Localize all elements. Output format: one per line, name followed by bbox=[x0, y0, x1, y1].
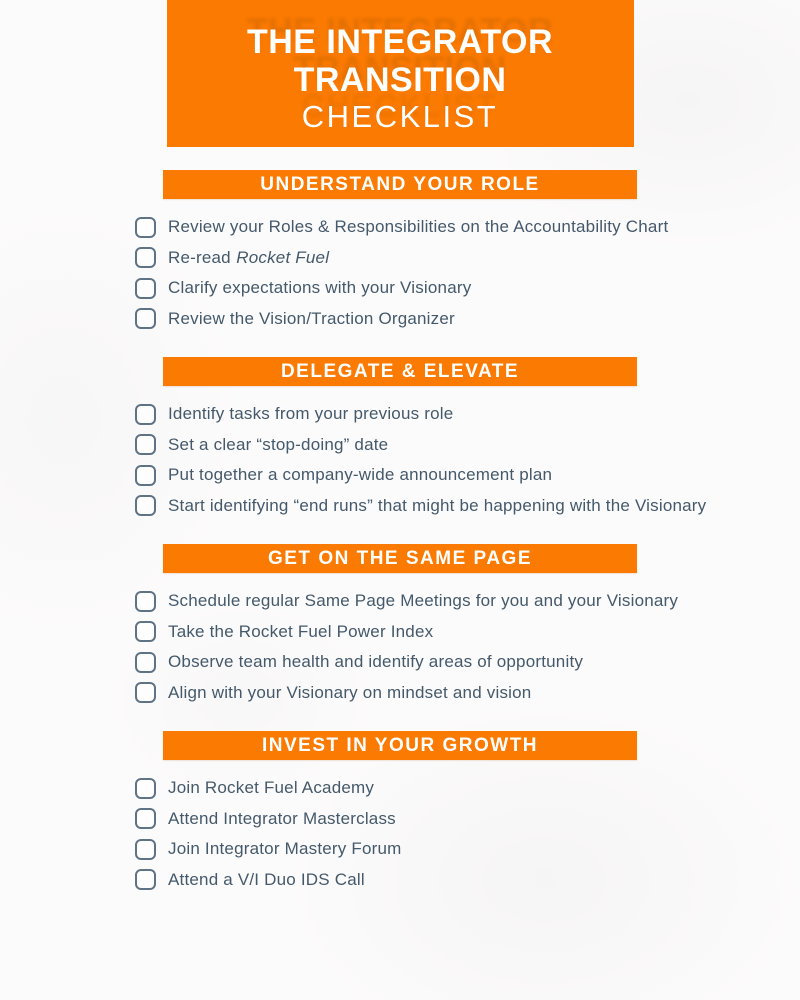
item-text: Re-read bbox=[168, 247, 231, 267]
checkbox[interactable] bbox=[135, 495, 156, 516]
checkbox[interactable] bbox=[135, 404, 156, 425]
checkbox[interactable] bbox=[135, 591, 156, 612]
checklist-item-label bbox=[168, 278, 471, 298]
checkbox[interactable] bbox=[135, 621, 156, 642]
checklist-item bbox=[135, 212, 800, 243]
checklist-item bbox=[135, 804, 800, 835]
checklist-item-label bbox=[168, 435, 388, 455]
checklist-item bbox=[135, 678, 800, 709]
book-title-italic: Rocket Fuel bbox=[236, 247, 330, 267]
checklist-item-label bbox=[168, 496, 706, 516]
section-invest-in-your-growth bbox=[0, 731, 800, 895]
checklist-item-label bbox=[168, 217, 668, 237]
checklist-item bbox=[135, 586, 800, 617]
checkbox[interactable] bbox=[135, 247, 156, 268]
checklist-item bbox=[135, 399, 800, 430]
item-text: Align with your Visionary on mindset and vision bbox=[168, 682, 532, 702]
checklist-item bbox=[135, 647, 800, 678]
title-line-1: THE INTEGRATOR bbox=[246, 22, 554, 61]
checklist-item-label bbox=[168, 778, 374, 798]
title-line-3: CHECKLIST bbox=[301, 98, 499, 134]
section-header: INVEST IN YOUR GROWTH bbox=[163, 731, 637, 760]
item-text: Join Integrator Mastery Forum bbox=[168, 839, 402, 859]
checklist-item bbox=[135, 304, 800, 335]
item-text: Observe team health and identify areas of opportunity bbox=[168, 652, 584, 672]
checkbox[interactable] bbox=[135, 434, 156, 455]
checkbox[interactable] bbox=[135, 465, 156, 486]
checklist-item bbox=[135, 865, 800, 896]
checklist-items bbox=[135, 586, 800, 708]
checklist-item-label bbox=[168, 622, 433, 642]
item-text: Identify tasks from your previous role bbox=[168, 404, 454, 424]
section-understand-your-role bbox=[0, 170, 800, 334]
checklist-item-label bbox=[168, 465, 552, 485]
checklist-item-label bbox=[168, 839, 402, 859]
item-text: Review your Roles & Responsibilities on the Accountability Chart bbox=[168, 217, 669, 237]
section-header: GET ON THE SAME PAGE bbox=[163, 544, 637, 573]
checkbox[interactable] bbox=[135, 652, 156, 673]
checklist-item bbox=[135, 834, 800, 865]
checklist-items bbox=[135, 773, 800, 895]
checkbox[interactable] bbox=[135, 308, 156, 329]
item-text: Attend Integrator Masterclass bbox=[168, 808, 396, 828]
checklist-item-label bbox=[168, 248, 329, 268]
checklist-item bbox=[135, 460, 800, 491]
checkbox[interactable] bbox=[135, 682, 156, 703]
checklist-item-label bbox=[168, 652, 583, 672]
item-text: Set a clear “stop-doing” date bbox=[168, 434, 389, 454]
checklist-item bbox=[135, 243, 800, 274]
checklist-item bbox=[135, 617, 800, 648]
checklist-item-label bbox=[168, 683, 531, 703]
checklist-item-label bbox=[168, 404, 453, 424]
section-delegate-and-elevate bbox=[0, 357, 800, 521]
checkbox[interactable] bbox=[135, 808, 156, 829]
checklist-item bbox=[135, 491, 800, 522]
title-banner bbox=[167, 0, 634, 147]
item-text: Put together a company-wide announcement plan bbox=[168, 465, 553, 485]
checkbox[interactable] bbox=[135, 217, 156, 238]
item-text: Join Rocket Fuel Academy bbox=[168, 778, 375, 798]
item-text: Attend a V/I Duo IDS Call bbox=[168, 869, 365, 889]
checkbox[interactable] bbox=[135, 778, 156, 799]
checkbox[interactable] bbox=[135, 869, 156, 890]
item-text: Clarify expectations with your Visionary bbox=[168, 278, 472, 298]
checklist-item bbox=[135, 430, 800, 461]
section-header: UNDERSTAND YOUR ROLE bbox=[163, 170, 637, 199]
checklist-items bbox=[135, 212, 800, 334]
checklist-item-label bbox=[168, 870, 365, 890]
item-text: Take the Rocket Fuel Power Index bbox=[168, 621, 434, 641]
checkbox[interactable] bbox=[135, 839, 156, 860]
checklist-item bbox=[135, 273, 800, 304]
item-text: Start identifying “end runs” that might be happening with the Visionary bbox=[168, 495, 707, 515]
checklist-items bbox=[135, 399, 800, 521]
item-text: Schedule regular Same Page Meetings for you and your Visionary bbox=[168, 591, 679, 611]
checklist-item-label bbox=[168, 591, 678, 611]
item-text: Review the Vision/Traction Organizer bbox=[168, 308, 455, 328]
section-get-on-the-same-page bbox=[0, 544, 800, 708]
checklist-item-label bbox=[168, 809, 396, 829]
section-header: DELEGATE & ELEVATE bbox=[163, 357, 637, 386]
title-line-2: TRANSITION bbox=[293, 60, 507, 99]
checklist-item bbox=[135, 773, 800, 804]
checklist-item-label bbox=[168, 309, 455, 329]
checkbox[interactable] bbox=[135, 278, 156, 299]
